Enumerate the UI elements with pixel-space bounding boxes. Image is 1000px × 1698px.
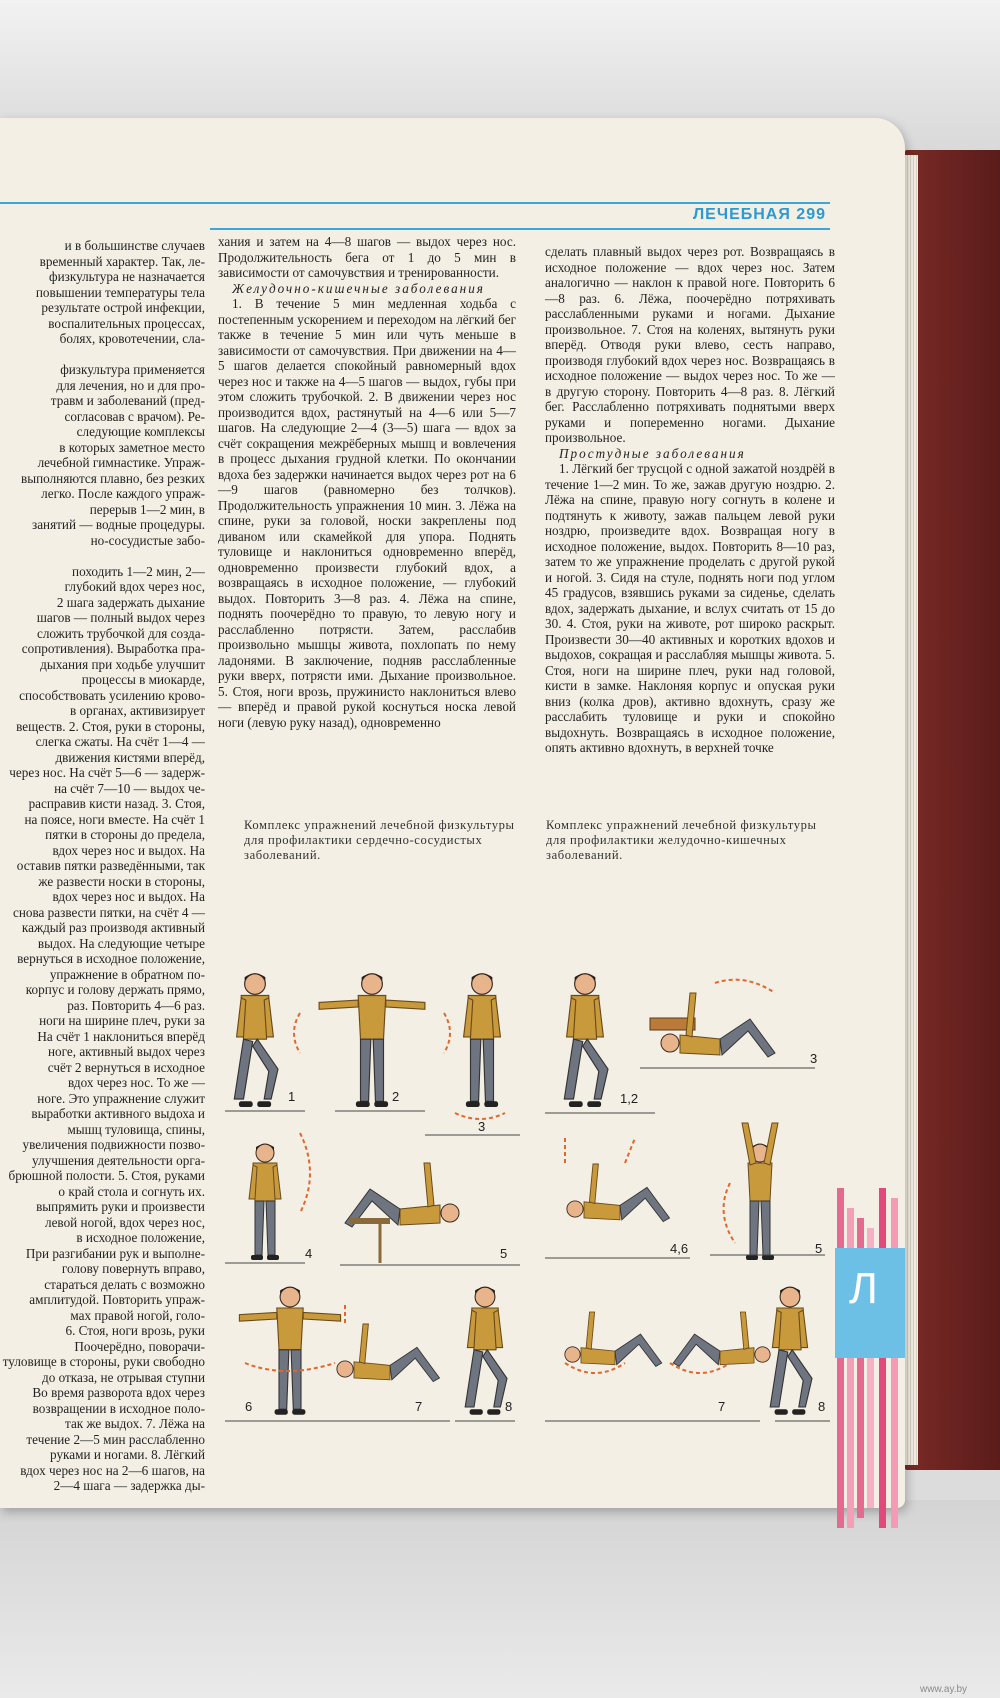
exercise-figure [465,1287,507,1415]
figure-part [581,1348,615,1365]
text-line: амплитудой. Повторить упраж- [29,1292,205,1307]
text-line: мах правой ногой, голо- [70,1307,205,1323]
figure-part [361,1039,371,1101]
figure-part [772,1310,781,1347]
figure-part [761,1201,770,1255]
text-line: снова развести пятки, на счёт 4 — [12,904,205,920]
figure-part [487,1409,500,1415]
figure-label: 1 [288,1089,296,1104]
exercise-figure [234,974,278,1107]
text-line: легко. После каждого упраж- [41,486,205,501]
figure-part [251,1255,263,1260]
exercise-figure-lying [567,1164,670,1222]
top-rule [0,202,830,204]
figure-caption-gastro: Комплекс упражнений лечебной физкультуры для профилактики желудочно-кишечных заболеваний. [546,818,817,862]
figure-part [569,1101,583,1107]
figure-part [720,1019,775,1057]
text-line [0,548,205,564]
text-line: в органах, активизирует [70,703,205,718]
text-line: брюшной полости. 5. Стоя, руками [8,1168,205,1183]
figure-label: 5 [815,1241,823,1256]
figure-part [239,1312,276,1321]
text-line: результате острой инфекции, [41,300,205,315]
text-line: болях, кровотечении, сла- [59,331,205,346]
figure-label: 7 [718,1399,726,1414]
alphabet-thumb-tabs [835,1188,905,1528]
text-line: При разгибании рук и выполне- [25,1245,205,1261]
text-line: и в большинстве случаев [64,238,205,253]
motion-arrow [294,1013,300,1053]
text-line: выполняются плавно, без резких [21,470,205,486]
figure-label: 5 [500,1246,508,1261]
text-line: вдох через нос на 2—6 шагов, на [20,1462,205,1478]
table-icon [350,1218,390,1224]
motion-arrow [625,1138,635,1163]
motion-arrow [245,1363,335,1371]
text-line: же развести носки в стороны, [38,873,205,889]
figure-part [564,1039,582,1099]
text-line: улучшения деятельности орга- [32,1152,205,1168]
figure-part [755,1347,770,1362]
figure-part [750,1201,759,1255]
figure-part [292,1409,305,1415]
exercise-figure [239,1287,340,1415]
figure-part [253,1039,278,1099]
text-line: возвращении в исходное поло- [32,1400,205,1416]
tab-stripe [837,1188,844,1528]
text-line: до отказа, не отрывая ступни [42,1369,205,1385]
figure-caption-cardio: Комплекс упражнений лечебной физкультуры для профилактики сердечно-сосудистых заболеваний. [244,818,515,862]
text-line: вдох через нос и выдох. На [52,889,205,904]
text-line: дыхания при ходьбе улучшит [40,656,205,672]
figure-part [470,1409,483,1415]
figure-part [673,1334,720,1366]
text-line: оставив пятки разведёнными, так [16,858,205,873]
figure-part [770,1350,788,1407]
figure-part [239,1101,253,1107]
text-line: на поясе, ноги вместе. На счёт 1 [24,811,205,827]
text-line: Во время разворота вдох через [32,1385,205,1400]
text-line: каждый раз производя активный [21,920,205,935]
figure-part [746,1255,758,1260]
figure-part [255,1201,264,1255]
text-line: процессы в миокарде, [81,672,205,687]
figure-part [491,998,500,1037]
section-heading: Желудочно-кишечные заболевания [232,280,485,296]
text-line: лечебной гимнастике. Упраж- [37,455,205,470]
figure-part [400,1205,440,1225]
exercise-figure [319,974,425,1107]
figure-part [620,1187,670,1221]
figure-part [257,1101,271,1107]
figure-label: 1,2 [620,1091,639,1106]
text-line: для лечения, но и для про- [56,377,205,393]
figure-part [471,1039,481,1101]
figure-part [589,1164,598,1204]
text-line: слегка сжаты. На счёт 1—4 — [35,734,205,749]
figure-part [494,1310,503,1347]
text-line: сложить трубочкой для созда- [36,625,205,641]
thumb-tab-letter: Л [849,1264,878,1313]
background-bottom [0,1500,1000,1698]
paragraph: сделать плавный выдох через рот. Возвращаясь в исходное положение — вдох через нос. Затем аналогично — наклон к правой ноге. Повторить 6—8 раз. 6. Лёжа, поочерёдно потряхивать расслабленными руками и ногами. Дыхание произвольное. 7. Стоя на коленях, вытянуть руки вперёд. Отводя руки влево, сесть направо, производя глубокий вдох через нос. Возвращаясь в исходное положение — выдох через нос. То же — в другую сторону. Повторить 4—8 раз. 8. Лёгкий бег. Расслабленно потряхивать поднятыми вверх руками и попеременно ногами. Дыхание произвольное. [545,244,835,445]
text-line: шагов — полный выдох через [36,610,205,625]
figure-label: 4,6 [670,1241,689,1256]
figure-part [740,1312,749,1349]
exercise-figure-lying [565,1312,662,1366]
exercise-figure [249,1144,281,1260]
figure-part [273,1165,281,1199]
text-line: физкультура применяется [60,362,205,377]
figure-part [337,1361,353,1377]
figure-part [565,1347,580,1362]
text-line: 6. Стоя, ноги врозь, руки [65,1323,205,1338]
text-line: расправив кисти назад. 3. Стоя, [28,796,205,811]
figure-part [483,1039,493,1101]
text-line: так же выдох. 7. Лёжа на [65,1416,205,1431]
text-line: через нос. На счёт 5—6 — задерж- [9,765,205,780]
figure-part [594,998,603,1037]
text-line: временный характер. Так, ле- [39,253,205,269]
text-line: увеличения подвижности позво- [22,1137,205,1152]
text-line: упражнение в обратном по- [49,966,205,982]
figure-part [587,1101,601,1107]
figure-part [291,1350,301,1409]
figure-part [264,998,273,1037]
text-line: согласовав с врачом). Ре- [64,408,205,424]
figure-part [374,1101,388,1107]
text-line: мышц туловища, спины, [67,1121,205,1137]
figure-part [799,1310,808,1347]
text-line: На счёт 1 наклониться вперёд [37,1028,205,1044]
paragraph: хания и затем на 4—8 шагов — выдох через нос. Продолжительность бега от 1 до 5 мин в зависимости от самочувствия и тренированности. [218,234,516,280]
figure-part [567,998,576,1037]
text-line: пятки в стороны до предела, [45,827,205,842]
figure-part [720,1348,754,1365]
running-header: ЛЕЧЕБНАЯ 299 [692,206,826,223]
figure-label: 4 [305,1246,313,1261]
figure-part [466,1101,480,1107]
figure-part [319,1000,358,1009]
figure-part [788,1350,812,1407]
figure-part [467,1310,476,1347]
text-line: ноги на ширине плеч, руки за [39,1013,205,1028]
tab-stripe [879,1188,886,1528]
text-line: занятий — водные процедуры. [31,517,205,532]
figure-part [249,1165,257,1199]
text-line: сопротивления). Выработка пра- [21,641,205,656]
text-line: веществ. 2. Стоя, руки в стороны, [16,718,205,734]
figure-part [680,1035,720,1055]
text-line: глубокий вдох через нос, [64,579,205,594]
figure-part [234,1039,252,1099]
figure-part [266,1201,275,1255]
text-line: раз. Повторить 4—6 раз. [67,997,205,1013]
figure-part [661,1034,679,1052]
text-line: 2 шага задержать дыхание [56,594,205,610]
motion-arrow [300,1133,310,1213]
figure-part [764,1123,778,1165]
book-cover [905,150,1000,1470]
figure-label: 7 [415,1399,423,1414]
text-line: травм и заболеваний (пред- [50,393,205,408]
exercise-figure [742,1123,778,1260]
figure-part [267,1255,279,1260]
text-line: перерыв 1—2 мин, в [89,501,205,517]
text-line: в исходное положение, [76,1230,205,1245]
figure-part [354,1362,390,1380]
text-line: корпус и голову держать прямо, [25,982,205,997]
text-line: ноге, активный выдох через [48,1044,205,1059]
watermark: www.ay.by [920,1684,968,1695]
text-line: на счёт 7—10 — выдох че- [54,780,205,796]
figure-part [358,996,386,1040]
figure-part [390,1347,440,1381]
text-line: левой ногой, вдох через нос, [45,1214,205,1230]
exercise-illustrations [0,863,835,1423]
figure-label: 8 [505,1399,513,1414]
figure-part [359,1324,368,1364]
figure-label: 3 [810,1051,818,1066]
figure-part [742,1123,756,1165]
figure-part [584,1202,620,1220]
book-page [0,118,905,1508]
exercise-figure [770,1287,812,1415]
text-line: течение 2—5 мин расслабленно [26,1431,205,1447]
figure-part [424,1163,434,1207]
motion-arrow [715,980,775,993]
figure-part [567,1201,583,1217]
text-line: вдох через нос и выдох. На [52,842,205,858]
motion-arrow [565,1363,625,1373]
figure-label: 2 [392,1089,400,1104]
figure-part [275,1409,288,1415]
figure-part [303,1312,340,1321]
text-line: выдох. На следующие четыре [37,935,205,951]
figure-part [356,1101,370,1107]
paragraph: 1. Лёгкий бег трусцой с одной зажатой ноздрёй в течение 1—2 мин. То же, зажав другую ноздрю. 2. Лёжа на спине, правую ногу согнуть в колене и подтянуть к животу, зажав пальцем левой руки ноздрю, произведите вдох. Возвращая ногу в исходное положение, выдох. Повторить 8—10 раз, затем то же упражнение проделать с другой рукой и ногой. 3. Сидя на стуле, поднять ноги под углом 45 градусов, взявшись руками за сиденье, сделать вдох, задержать дыхание, и вслух считать от 15 до 30. 4. Стоя, руки на животе, рот широко раскрыт. Произвести 30—40 активных и коротких вдохов и выдохов, сокращая и расслабляя мышцы живота. 5. Стоя, ноги на ширине плеч, руки над головой, кисти в замке. Наклоняя корпус и опуская руки вниз (колка дров), активно вдохнуть, сразу же расслабить туловище и руки и спокойно выдохнуть. Возвращаясь в исходное положение, опять активно вдохнуть, в верхней точке [545,461,835,755]
text-line: движения кистями вперёд, [55,749,205,765]
figure-part [373,1039,383,1101]
text-line: о край стола и согнуть их. [58,1183,205,1199]
text-line: физкультура не назначается [49,269,205,284]
exercise-figure-lying [673,1312,770,1366]
text-line: стараться делать с возможно [44,1276,205,1292]
header-rule [210,228,830,230]
exercise-figure [464,974,501,1107]
text-line: счёт 2 вернуться в исходное [47,1059,205,1075]
figure-part [615,1334,662,1366]
exercise-figure-lying [345,1163,459,1227]
figure-part [464,998,473,1037]
text-line: руками и ногами. 8. Лёгкий [50,1447,205,1462]
figure-part [484,1101,498,1107]
text-line: выпрямить руки и произвести [36,1199,205,1214]
figure-part [583,1039,608,1099]
figure-part [277,1308,303,1350]
text-line: туловище в стороны, руки свободно [2,1354,205,1369]
figure-label: 3 [478,1119,486,1134]
text-line: следующие комплексы [76,424,205,439]
text-line: вернуться в исходное положение, [17,951,205,966]
figure-part [483,1350,507,1407]
motion-arrow [444,1013,450,1053]
exercise-figure-lying [337,1324,440,1382]
text-line: повышении температуры тела [35,284,205,300]
paragraph: 1. В течение 5 мин медленная ходьба с постепенным ускорением и переходом на лёгкий бег также в течение 5 мин или чуть меньше в зависимости от самочувствия. При движении на 4—5 шагов делается спокойный равномерный вдох через нос и также на 4—5 шагов — выдох, губы при этом сложить трубочкой. 2. В движении через нос производится вдох, растянутый на 4—6 или 5—7 шагов. На следующие 2—4 (3—5) шага — вдох за счёт сокращения межрёберных мышц и вовлечения в процесс дыхания грудной клетки. По окончании вдоха без задержки начинается выдох через рот на 6—9 шагов (равномерно без толчков). Продолжительность упражнения 10 мин. 3. Лёжа на спине, руки за головой, носки закреплены под диваном или скамейкой для упора. Поднять туловище и наклониться одновременно вперёд, одновременно произвести глубокий вдох, а возвращаясь в исходное положение, — глубокий выдох. Повторить 3—8 раз. 4. Лёжа на спине, поднять поочерёдно то правую, то левую ногу и расслабленно потрясти. Затем, расслабив произвольно мышцы живота, похлопать по нему ладонями. В заключение, подняв расслабленные руки вверх, потрясти ими. Дыхание произвольное. 5. Стоя, ноги врозь, пружинисто наклониться влево — вперёд и правой рукой коснуться носка левой ноги (левую руку назад), одновременно [218,296,516,730]
figure-part [775,1409,788,1415]
text-line [0,347,205,363]
text-line: ноге. Это упражнение служит [37,1090,205,1106]
text-line: походить 1—2 мин, 2— [72,563,205,579]
figure-label: 8 [818,1399,826,1414]
text-line: но-сосудистые забо- [90,532,205,548]
figure-part [586,1312,595,1349]
figure-part [762,1255,774,1260]
text-line: в которых заметное место [59,439,205,455]
text-line: вдох через нос. То же — [67,1075,205,1090]
figure-part [792,1409,805,1415]
section-heading: Простудные заболевания [559,445,746,461]
text-line: Поочерёдно, поворачи- [74,1338,205,1354]
figure-part [237,998,246,1037]
text-line: выработки активного выдоха и [31,1106,205,1121]
text-line: голову повернуть вправо, [61,1261,205,1276]
text-line: воспалительных процессах, [48,315,205,331]
motion-arrow [724,1183,735,1243]
figure-part [386,1000,425,1009]
figure-part [465,1350,483,1407]
figure-part [748,1163,772,1201]
figure-label: 6 [245,1399,253,1414]
figure-part [279,1350,289,1409]
figure-part [441,1204,459,1222]
exercise-figure [564,974,608,1107]
text-line: 2—4 шага — задержка ды- [53,1478,205,1493]
text-line: способствовать усилению крово- [19,687,205,703]
